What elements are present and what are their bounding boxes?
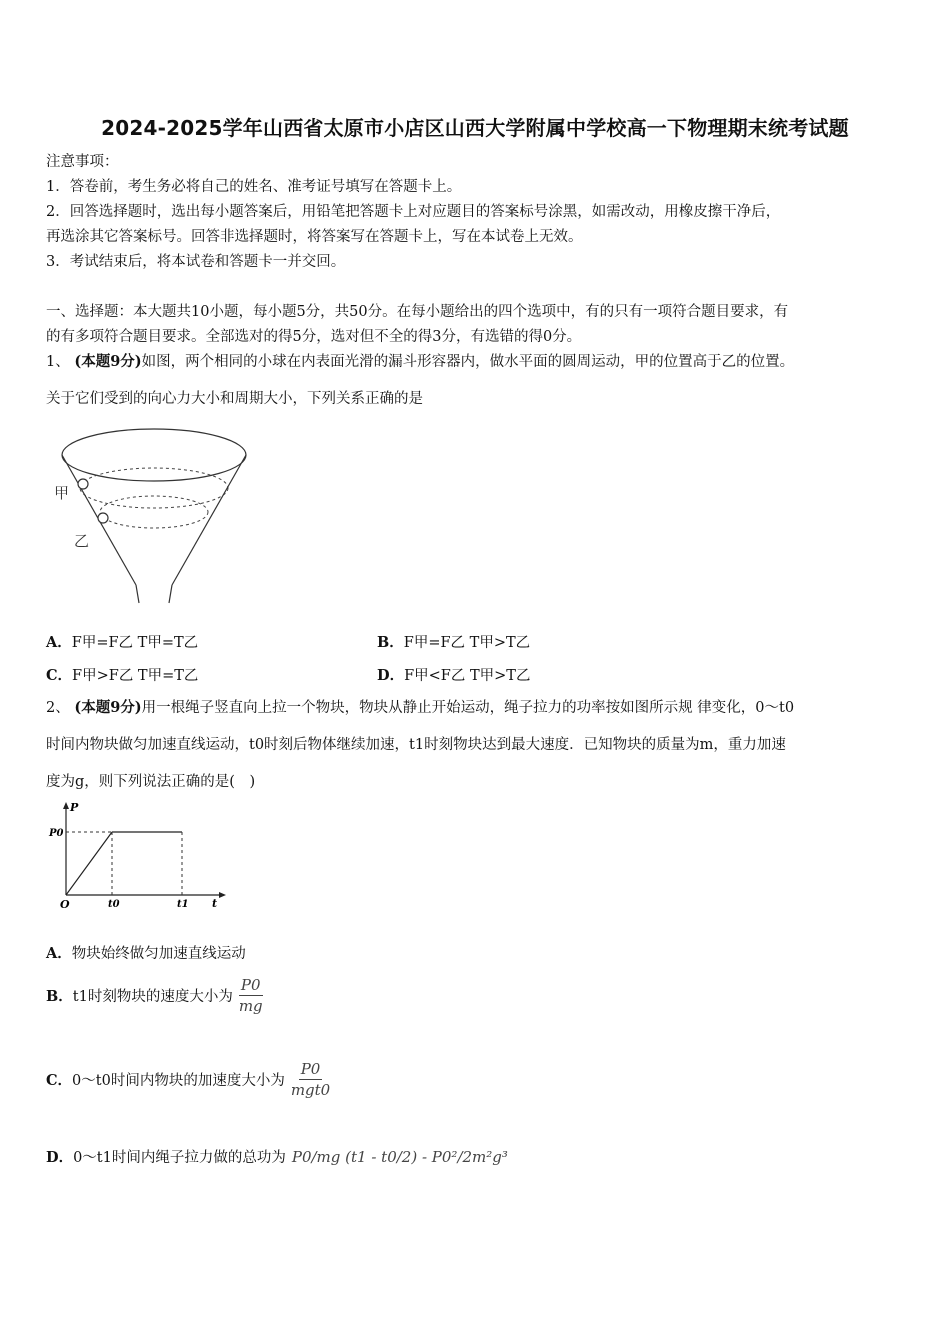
section-instructions-line1: 一、选择题：本大题共10小题，每小题5分，共50分。在每小题给出的四个选项中，有的只有一项符合题目要求，有: [46, 304, 789, 320]
option-label: A．: [46, 945, 72, 962]
q1-option-c-text: F甲>F乙 T甲=T乙: [72, 668, 199, 684]
t0-label: t0: [108, 899, 120, 910]
option-label: B．: [46, 988, 73, 1005]
fraction-numerator: P0: [240, 976, 261, 994]
q2-option-a: [46, 942, 246, 963]
q2-stem-line3: 度为g，则下列说法正确的是( ): [46, 774, 256, 790]
t1-label: t1: [177, 899, 189, 910]
upper-orbit: [80, 468, 228, 508]
page-title: 2024-2025学年山西省太原市小店区山西大学附属中学校高一下物理期末统考试题: [101, 116, 849, 140]
q1-option-d-text: F甲<F乙 T甲>T乙: [404, 668, 531, 684]
notice-item: 1．答卷前，考生务必将自己的姓名、准考证号填写在答题卡上。: [46, 179, 462, 195]
q1-score: (本题9分): [74, 353, 142, 370]
q2-stem-line2: 时间内物块做匀加速直线运动，t0时刻后物体继续加速，t1时刻物块达到最大速度．已知物块的质量为m，重力加速: [46, 737, 786, 753]
notice-item: 2．回答选择题时，选出每小题答案后，用铅笔把答题卡上对应题目的答案标号涂黑，如需改动，用橡皮擦干净后，: [46, 204, 781, 220]
q1-stem-text: 如图，两个相同的小球在内表面光滑的漏斗形容器内，做水平面的圆周运动，甲的位置高于乙的位置。: [141, 354, 795, 370]
q2-option-d-text: 0～t1时间内绳子拉力做的总功为: [73, 1150, 286, 1166]
label-yi: 乙: [74, 532, 90, 550]
q1-option-a: [46, 631, 198, 652]
funnel-spout-right: [169, 585, 172, 603]
q2-option-c: [46, 1060, 332, 1099]
option-label: C．: [46, 1072, 73, 1089]
fraction-denominator: mgt0: [290, 1081, 331, 1099]
lower-orbit: [100, 496, 208, 528]
y-axis-arrow: [63, 802, 69, 809]
funnel-figure: [48, 420, 258, 610]
q2-number: 2、: [46, 700, 70, 716]
q1-option-a-text: F甲=F乙 T甲=T乙: [71, 635, 199, 651]
q1-option-b-text: F甲=F乙 T甲>T乙: [403, 635, 531, 651]
y-axis-label: P: [70, 801, 79, 814]
fraction: [237, 976, 265, 1015]
work-expression: P0/mg (t1 - t0/2) - P0²/2m²g³: [291, 1147, 508, 1166]
q1-option-c: [46, 664, 198, 685]
p0-label: P0: [49, 828, 64, 839]
x-axis-arrow: [219, 892, 226, 898]
notice-item: 3．考试结束后，将本试卷和答题卡一并交回。: [46, 254, 346, 270]
funnel-rim: [62, 429, 246, 481]
option-label: D．: [46, 1149, 74, 1166]
power-ramp: [66, 832, 112, 895]
q1-stem-line1: [46, 352, 794, 372]
fraction: [289, 1060, 332, 1099]
fraction-denominator: mg: [238, 997, 263, 1015]
q1-number: 1、: [46, 354, 70, 370]
option-label: B．: [377, 634, 404, 651]
fraction-numerator: P0: [300, 1060, 321, 1078]
q2-option-b-text: t1时刻物块的速度大小为: [72, 989, 233, 1005]
ball-upper: [78, 479, 88, 489]
section-instructions-line2: 的有多项符合题目要求。全部选对的得5分，选对但不全的得3分，有选错的得0分。: [46, 329, 582, 345]
q2-score: (本题9分): [74, 699, 142, 716]
q2-option-d: [46, 1146, 508, 1167]
q2-stem-text: 用一根绳子竖直向上拉一个物块，物块从静止开始运动，绳子拉力的功率按如图所示规 律变化，0～t0: [141, 700, 795, 716]
notice-item: 再选涂其它答案标号。回答非选择题时，将答案写在答题卡上，写在本试卷上无效。: [46, 229, 583, 245]
x-axis-label: t: [212, 897, 218, 910]
q1-option-b: [377, 631, 530, 652]
origin-label: O: [60, 898, 70, 911]
q2-option-a-text: 物块始终做匀加速直线运动: [71, 946, 246, 962]
label-jia: 甲: [54, 484, 70, 502]
q1-option-d: [377, 664, 530, 685]
funnel-spout-left: [136, 585, 139, 603]
notice-heading: 注意事项：: [46, 154, 119, 170]
q2-option-c-text: 0～t0时间内物块的加速度大小为: [72, 1073, 285, 1089]
q2-option-b: [46, 976, 265, 1015]
ball-lower: [98, 513, 108, 523]
option-label: C．: [46, 667, 73, 684]
power-time-graph: [46, 800, 236, 915]
q1-stem-line2: 关于它们受到的向心力大小和周期大小，下列关系正确的是: [46, 391, 423, 407]
option-label: D．: [377, 667, 405, 684]
option-label: A．: [46, 634, 72, 651]
q2-stem-line1: [46, 698, 794, 718]
